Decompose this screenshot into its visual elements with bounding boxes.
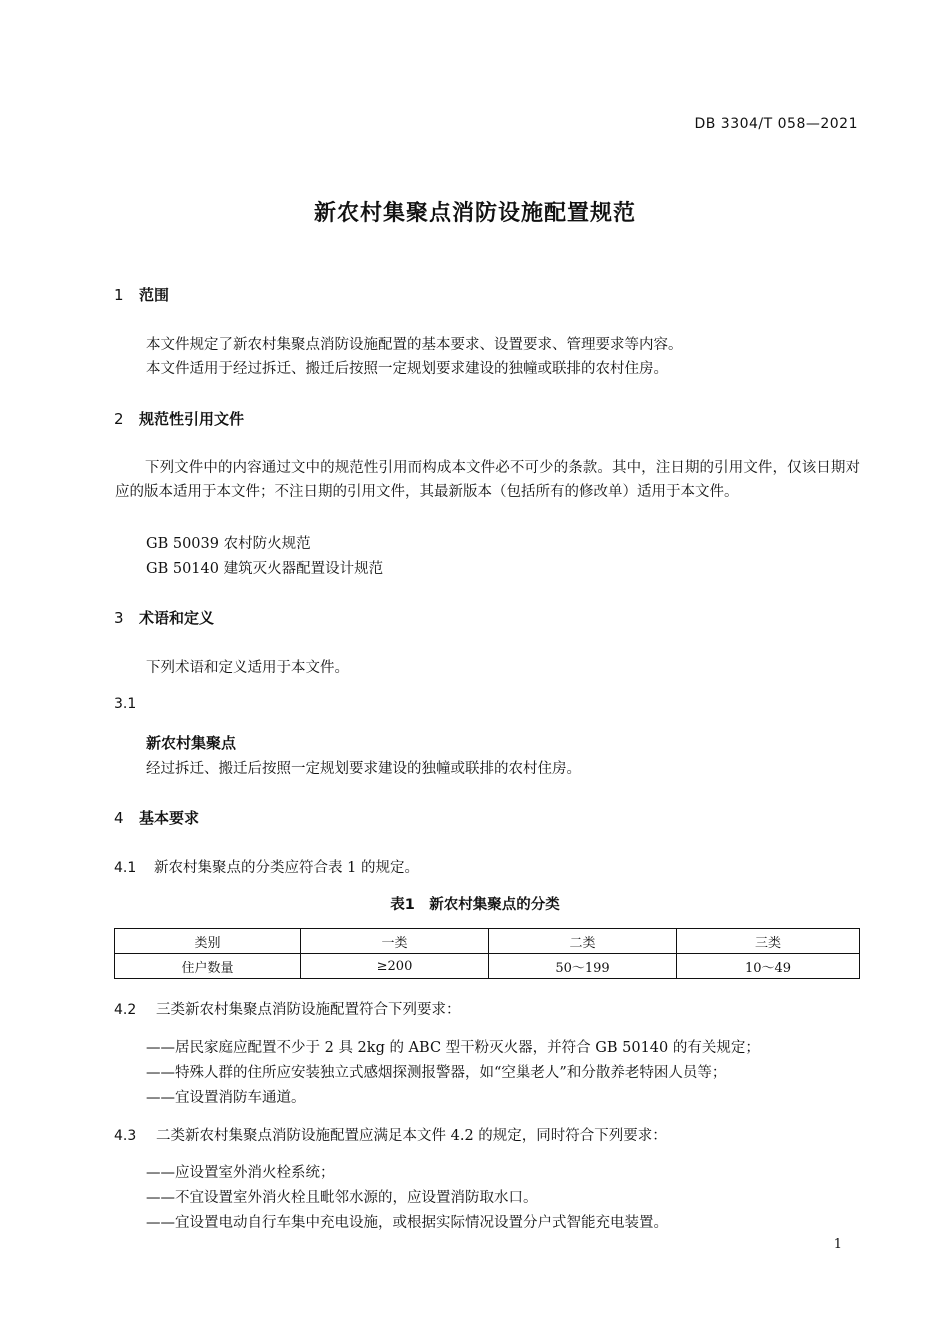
section-number: 1 [114, 286, 124, 304]
list-item: ——宜设置消防车通道。 [146, 1090, 306, 1106]
table-header-cell: 一类 [301, 929, 489, 954]
reference-item: GB 50039 农村防火规范 [146, 536, 311, 552]
section-4-heading [114, 807, 199, 828]
table-cell: 10～49 [677, 954, 860, 979]
document-number: DB 3304/T 058—2021 [694, 116, 858, 132]
clause-number: 4.2 [114, 1002, 137, 1018]
section-title: 术语和定义 [139, 609, 215, 627]
clause-text: 三类新农村集聚点消防设施配置符合下列要求： [156, 1002, 461, 1018]
list-item: ——应设置室外消火栓系统； [146, 1165, 335, 1181]
table-header-row [115, 929, 860, 954]
clause-text: 二类新农村集聚点消防设施配置应满足本文件 4.2 的规定，同时符合下列要求： [156, 1128, 667, 1144]
clause-number: 4.1 [114, 860, 137, 876]
section-title: 范围 [139, 286, 170, 304]
page-number: 1 [833, 1237, 842, 1252]
section-2-heading [114, 408, 244, 429]
clause-number: 4.3 [114, 1128, 137, 1144]
term-number: 3.1 [114, 696, 137, 712]
table-header-cell: 三类 [677, 929, 860, 954]
table-cell: ≥200 [301, 954, 489, 979]
table-header-cell: 二类 [489, 929, 677, 954]
paragraph: 本文件适用于经过拆迁、搬迁后按照一定规划要求建设的独幢或联排的农村住房。 [146, 361, 668, 377]
clause-text: 新农村集聚点的分类应符合表 1 的规定。 [154, 860, 419, 876]
paragraph: 下列文件中的内容通过文中的规范性引用而构成本文件必不可少的条款。其中，注日期的引用文件，仅该日期对应的版本适用于本文件；不注日期的引用文件，其最新版本（包括所有的修改单）适用于本文件。 [115, 460, 860, 500]
term-definition: 经过拆迁、搬迁后按照一定规划要求建设的独幢或联排的农村住房。 [146, 761, 581, 777]
table-cell: 50～199 [489, 954, 677, 979]
clause-4-3 [114, 1124, 667, 1145]
section-1-heading [114, 284, 169, 305]
table-header-cell: 类别 [115, 929, 301, 954]
paragraph: 下列术语和定义适用于本文件。 [146, 660, 349, 676]
clause-4-1 [114, 856, 419, 877]
section-number: 2 [114, 410, 124, 428]
reference-item: GB 50140 建筑灭火器配置设计规范 [146, 561, 384, 577]
table-caption: 表1 新农村集聚点的分类 [390, 897, 560, 913]
list-item: ——宜设置电动自行车集中充电设施，或根据实际情况设置分户式智能充电装置。 [146, 1215, 668, 1231]
clause-4-2 [114, 998, 461, 1019]
paragraph: 本文件规定了新农村集聚点消防设施配置的基本要求、设置要求、管理要求等内容。 [146, 337, 683, 353]
table-cell: 住户数量 [115, 954, 301, 979]
section-number: 4 [114, 809, 124, 827]
section-title: 基本要求 [139, 809, 200, 827]
classification-table [114, 928, 860, 979]
list-item: ——不宜设置室外消火栓且毗邻水源的，应设置消防取水口。 [146, 1190, 538, 1206]
table-row [115, 954, 860, 979]
section-number: 3 [114, 609, 124, 627]
page-title: 新农村集聚点消防设施配置规范 [313, 201, 636, 226]
section-3-heading [114, 607, 214, 628]
list-item: ——特殊人群的住所应安装独立式感烟探测报警器，如“空巢老人”和分散养老特困人员等； [146, 1065, 727, 1081]
section-title: 规范性引用文件 [139, 410, 245, 428]
list-item: ——居民家庭应配置不少于 2 具 2kg 的 ABC 型干粉灭火器，并符合 GB 50140 的有关规定； [146, 1040, 760, 1056]
term-name: 新农村集聚点 [146, 734, 237, 752]
